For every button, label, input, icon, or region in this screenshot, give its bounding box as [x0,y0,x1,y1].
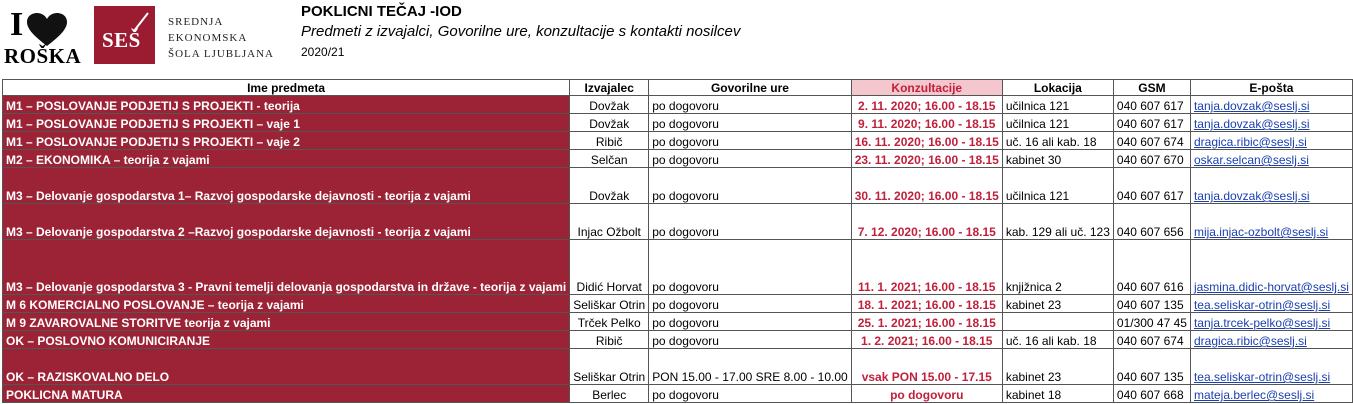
school-name [168,14,274,62]
office-hours-cell: po dogovoru [649,96,851,114]
table-row [3,114,1353,132]
header-email: E-pošta [1190,80,1352,96]
office-hours-cell: po dogovoru [649,114,851,132]
table-row [3,349,1353,385]
subject-cell: M1 – POSLOVANJE PODJETIJ S PROJEKTI – vaje 1 [3,114,570,132]
teacher-cell: Trček Pelko [570,313,649,331]
table-row [3,240,1353,295]
consultation-cell: 2. 11. 2020; 16.00 - 18.15 [851,96,1002,114]
header-gsm: GSM [1113,80,1190,96]
schedule-table [2,79,1353,403]
teacher-cell: Seliškar Otrin [570,295,649,313]
school-line-1: SREDNJA [168,16,224,28]
gsm-cell: 040 607 674 [1113,132,1190,150]
office-hours-cell: PON 15.00 - 17.00 SRE 8.00 - 10.00 [649,349,851,385]
location-cell: kabinet 23 [1002,349,1113,385]
gsm-cell: 040 607 617 [1113,96,1190,114]
email-link[interactable]: oskar.selcan@seslj.si [1190,150,1352,168]
consultation-cell: 11. 1. 2021; 16.00 - 18.15 [851,240,1002,295]
email-link[interactable]: tanja.trcek-pelko@seslj.si [1190,313,1352,331]
email-link[interactable]: dragica.ribic@seslj.si [1190,331,1352,349]
location-cell: kabinet 30 [1002,150,1113,168]
consultation-cell: 16. 11. 2020; 16.00 - 18.15 [851,132,1002,150]
table-row [3,150,1353,168]
teacher-cell: Ribič [570,331,649,349]
office-hours-cell: po dogovoru [649,168,851,204]
office-hours-cell: po dogovoru [649,313,851,331]
email-link[interactable]: tanja.dovzak@seslj.si [1190,168,1352,204]
email-link[interactable]: tea.seliskar-otrin@seslj.si [1190,295,1352,313]
school-seal [94,6,155,64]
location-cell: uč. 16 ali kab. 18 [1002,331,1113,349]
header-subject: Ime predmeta [3,80,570,96]
header-consultations: Konzultacije [851,80,1002,96]
email-link[interactable]: mija.injac-ozbolt@seslj.si [1190,204,1352,240]
logo-name: ROŠKA [4,44,82,68]
subject-cell: OK – RAZISKOVALNO DELO [3,349,570,385]
subject-cell: M1 – POSLOVANJE PODJETIJ S PROJEKTI – vaje 2 [3,132,570,150]
i-love-roska-logo [4,4,82,68]
office-hours-cell: po dogovoru [649,150,851,168]
table-row [3,96,1353,114]
consultation-cell: po dogovoru [851,385,1002,403]
office-hours-cell: po dogovoru [649,204,851,240]
location-cell: učilnica 121 [1002,114,1113,132]
location-cell: kab. 129 ali uč. 123 [1002,204,1113,240]
consultation-cell: 7. 12. 2020; 16.00 - 18.15 [851,204,1002,240]
email-link[interactable]: dragica.ribic@seslj.si [1190,132,1352,150]
consultation-cell: 1. 2. 2021; 16.00 - 18.15 [851,331,1002,349]
subject-cell: M3 – Delovanje gospodarstva 1– Razvoj gospodarske dejavnosti - teorija z vajami [3,168,570,204]
email-link[interactable]: tanja.dovzak@seslj.si [1190,114,1352,132]
subject-cell: OK – POSLOVNO KOMUNICIRANJE [3,331,570,349]
table-row [3,331,1353,349]
document-title: POKLICNI TEČAJ -IOD [301,3,462,20]
gsm-cell: 040 607 616 [1113,240,1190,295]
location-cell: kabinet 18 [1002,385,1113,403]
office-hours-cell: po dogovoru [649,331,851,349]
seal-text: SEŠ [102,28,141,52]
table-row [3,168,1353,204]
consultation-cell: 25. 1. 2021; 16.00 - 18.15 [851,313,1002,331]
teacher-cell: Selčan [570,150,649,168]
office-hours-cell: po dogovoru [649,295,851,313]
gsm-cell: 01/300 47 45 [1113,313,1190,331]
school-line-3: ŠOLA LJUBLJANA [168,48,274,60]
logo-letter: I [10,6,24,43]
subject-cell: M 6 KOMERCIALNO POSLOVANJE – teorija z vajami [3,295,570,313]
header-office-hours: Govorilne ure [649,80,851,96]
location-cell: kabinet 23 [1002,295,1113,313]
consultation-cell: 9. 11. 2020; 16.00 - 18.15 [851,114,1002,132]
consultation-cell: 23. 11. 2020; 16.00 - 18.15 [851,150,1002,168]
email-link[interactable]: jasmina.didic-horvat@seslj.si [1190,240,1352,295]
subject-cell: M3 – Delovanje gospodarstva 3 - Pravni temelji delovanja gospodarstva in države - teorija z vajami [3,240,570,295]
email-link[interactable]: tea.seliskar-otrin@seslj.si [1190,349,1352,385]
table-row [3,295,1353,313]
header-location: Lokacija [1002,80,1113,96]
teacher-cell: Dovžak [570,114,649,132]
seal-stroke-icon [132,12,150,32]
subject-cell: M 9 ZAVAROVALNE STORITVE teorija z vajami [3,313,570,331]
gsm-cell: 040 607 617 [1113,114,1190,132]
table-row [3,204,1353,240]
subject-cell: M1 – POSLOVANJE PODJETIJ S PROJEKTI - teorija [3,96,570,114]
office-hours-cell: po dogovoru [649,132,851,150]
office-hours-cell: po dogovoru [649,240,851,295]
gsm-cell: 040 607 668 [1113,385,1190,403]
location-cell: uč. 16 ali kab. 18 [1002,132,1113,150]
teacher-cell: Dovžak [570,96,649,114]
office-hours-cell: po dogovoru [649,385,851,403]
subject-cell: POKLICNA MATURA [3,385,570,403]
school-year: 2020/21 [301,45,345,59]
teacher-cell: Injac Ožbolt [570,204,649,240]
heart-icon [26,12,68,48]
subject-cell: M3 – Delovanje gospodarstva 2 –Razvoj gospodarske dejavnosti - teorija z vajami [3,204,570,240]
email-link[interactable]: tanja.dovzak@seslj.si [1190,96,1352,114]
table-row [3,132,1353,150]
consultation-cell: 18. 1. 2021; 16.00 - 18.15 [851,295,1002,313]
location-cell: knjižnica 2 [1002,240,1113,295]
subject-cell: M2 – EKONOMIKA – teorija z vajami [3,150,570,168]
consultation-cell: 30. 11. 2020; 16.00 - 18.15 [851,168,1002,204]
teacher-cell: Berlec [570,385,649,403]
email-link[interactable]: mateja.berlec@seslj.si [1190,385,1352,403]
location-cell: učilnica 121 [1002,168,1113,204]
gsm-cell: 040 607 670 [1113,150,1190,168]
teacher-cell: Didić Horvat [570,240,649,295]
location-cell: učilnica 121 [1002,96,1113,114]
table-header-row [3,80,1353,96]
gsm-cell: 040 607 617 [1113,168,1190,204]
document-subtitle: Predmeti z izvajalci, Govorilne ure, konzultacije s kontakti nosilcev [301,23,741,40]
gsm-cell: 040 607 135 [1113,349,1190,385]
consultation-cell: vsak PON 15.00 - 17.15 [851,349,1002,385]
table-row [3,313,1353,331]
gsm-cell: 040 607 674 [1113,331,1190,349]
teacher-cell: Ribič [570,132,649,150]
teacher-cell: Seliškar Otrin [570,349,649,385]
location-cell [1002,313,1113,331]
header-teacher: Izvajalec [570,80,649,96]
gsm-cell: 040 607 135 [1113,295,1190,313]
gsm-cell: 040 607 656 [1113,204,1190,240]
school-line-2: EKONOMSKA [168,32,248,44]
teacher-cell: Dovžak [570,168,649,204]
table-row [3,385,1353,403]
